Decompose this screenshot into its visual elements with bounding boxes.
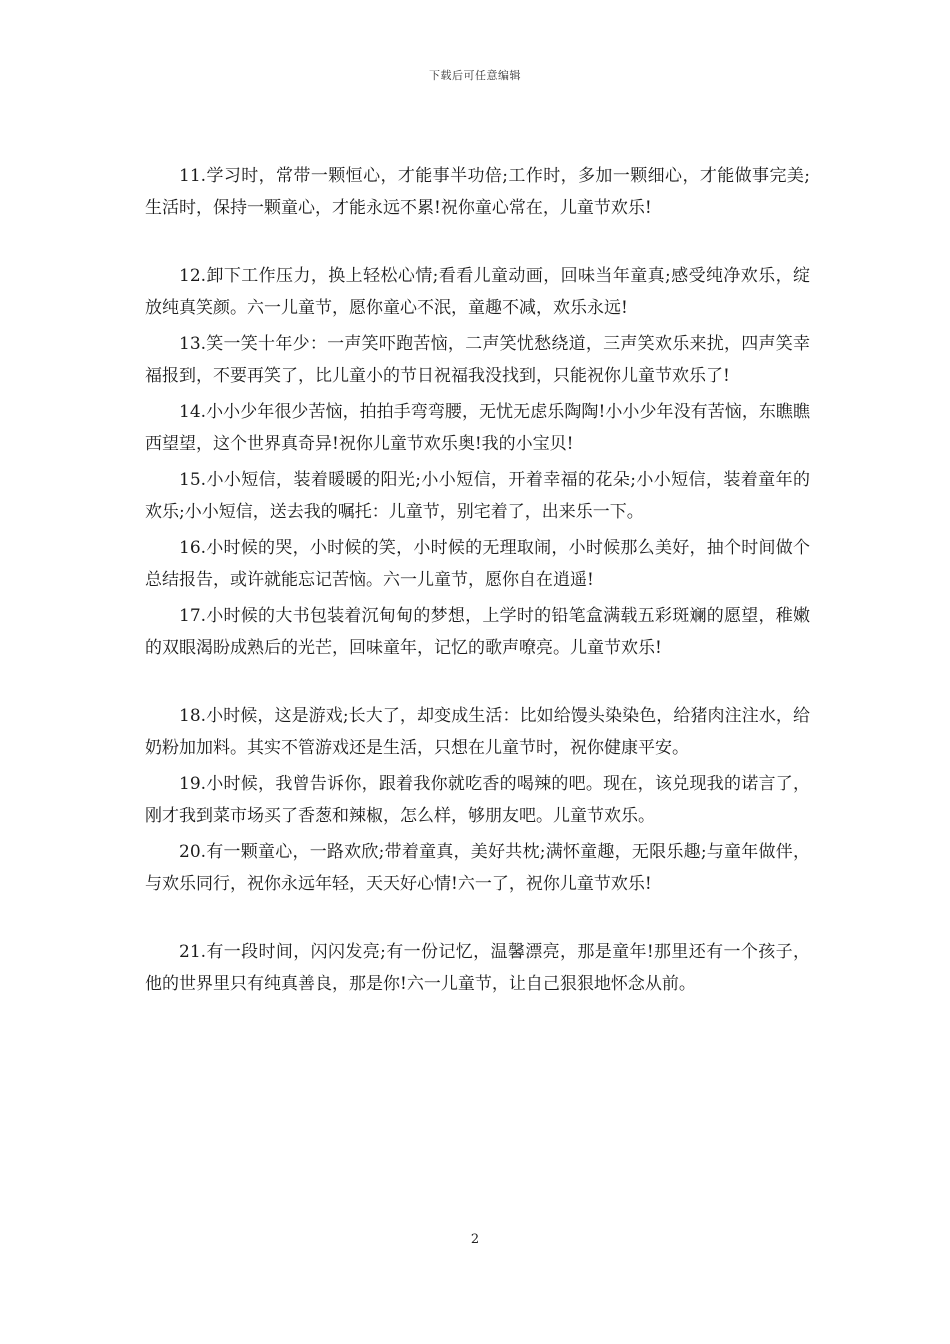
page-header: 下载后可任意编辑	[429, 69, 521, 82]
paragraph-14: 14.小小少年很少苦恼，拍拍手弯弯腰，无忧无虑乐陶陶!小小少年没有苦恼，东瞧瞧西望望，这个世界真奇异!祝你儿童节欢乐奥!我的小宝贝!	[145, 402, 810, 454]
page-number: 2	[470, 1232, 480, 1247]
paragraph-12: 12.卸下工作压力，换上轻松心情;看看儿童动画，回味当年童真;感受纯净欢乐，绽放纯真笑颜。六一儿童节，愿你童心不泯，童趣不减，欢乐永远!	[145, 266, 810, 318]
paragraph-17: 17.小时候的大书包装着沉甸甸的梦想，上学时的铅笔盒满载五彩斑斓的愿望，稚嫩的双眼渴盼成熟后的光芒，回味童年，记忆的歌声嘹亮。儿童节欢乐!	[145, 606, 810, 658]
paragraph-15: 15.小小短信，装着暖暖的阳光;小小短信，开着幸福的花朵;小小短信，装着童年的欢乐;小小短信，送去我的嘱托：儿童节，别宅着了，出来乐一下。	[145, 470, 810, 522]
document-body	[145, 160, 810, 1004]
paragraph-16: 16.小时候的哭，小时候的笑，小时候的无理取闹，小时候那么美好，抽个时间做个总结报告，或许就能忘记苦恼。六一儿童节，愿你自在逍遥!	[145, 538, 810, 590]
paragraph-21: 21.有一段时间，闪闪发亮;有一份记忆，温馨漂亮，那是童年!那里还有一个孩子，他的世界里只有纯真善良，那是你!六一儿童节，让自己狠狠地怀念从前。	[145, 942, 810, 994]
paragraph-18: 18.小时候，这是游戏;长大了，却变成生活：比如给馒头染染色，给猪肉注注水，给奶粉加加料。其实不管游戏还是生活，只想在儿童节时，祝你健康平安。	[145, 706, 810, 758]
paragraph-19: 19.小时候，我曾告诉你，跟着我你就吃香的喝辣的吧。现在，该兑现我的诺言了，刚才我到菜市场买了香葱和辣椒，怎么样，够朋友吧。儿童节欢乐。	[145, 774, 810, 826]
paragraph-20: 20.有一颗童心，一路欢欣;带着童真，美好共枕;满怀童趣，无限乐趣;与童年做伴，与欢乐同行，祝你永远年轻，天天好心情!六一了，祝你儿童节欢乐!	[145, 842, 810, 894]
paragraph-11: 11.学习时，常带一颗恒心，才能事半功倍;工作时，多加一颗细心，才能做事完美;生活时，保持一颗童心，才能永远不累!祝你童心常在，儿童节欢乐!	[145, 166, 810, 218]
paragraph-13: 13.笑一笑十年少：一声笑吓跑苦恼，二声笑忧愁绕道，三声笑欢乐来扰，四声笑幸福报到，不要再笑了，比儿童小的节日祝福我没找到，只能祝你儿童节欢乐了!	[145, 334, 810, 386]
